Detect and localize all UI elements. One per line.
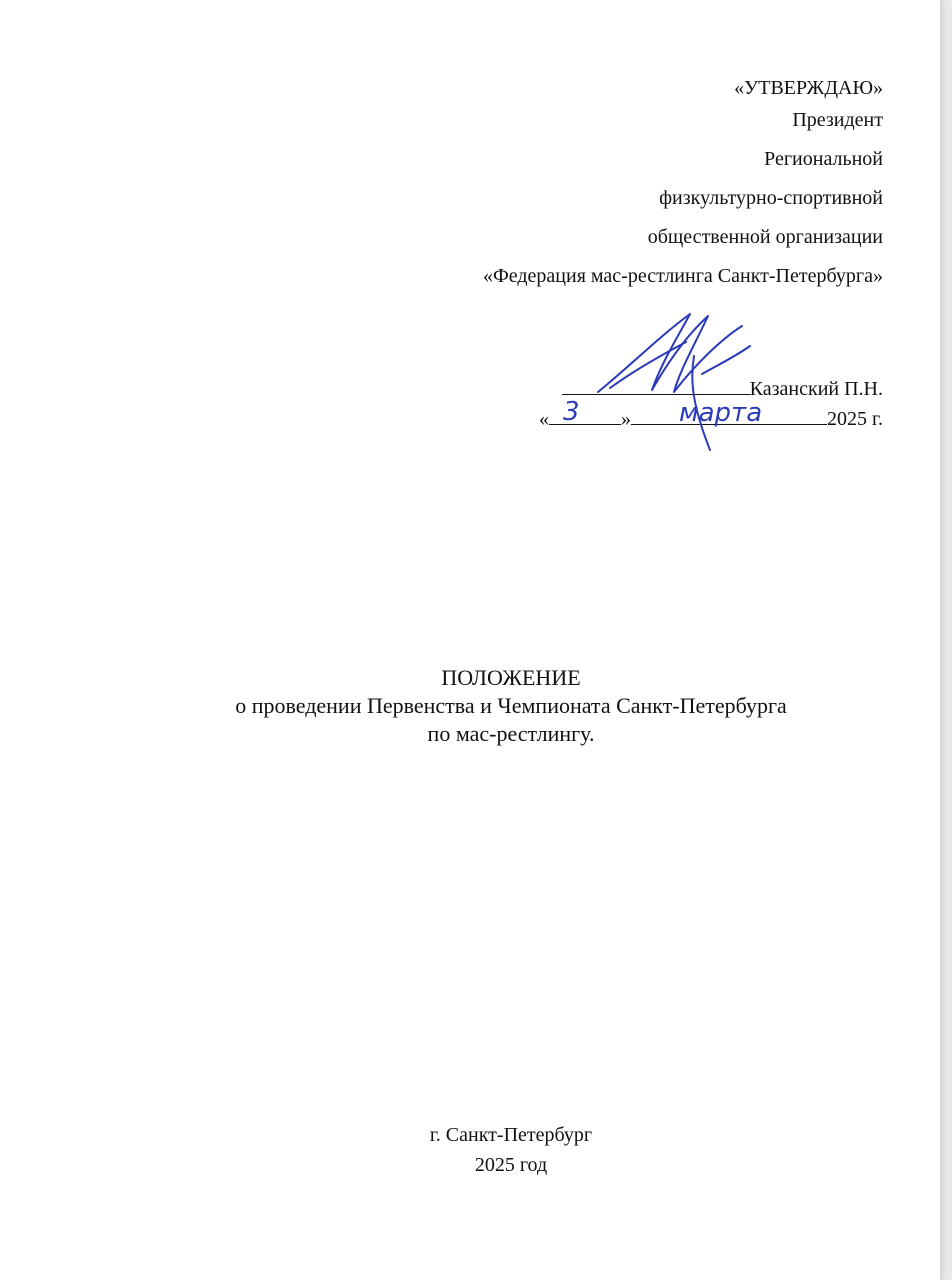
footer-year: 2025 год xyxy=(474,1154,548,1176)
document-title xyxy=(0,664,940,748)
title-heading: ПОЛОЖЕНИЕ xyxy=(441,665,581,690)
handwritten-day: 3 xyxy=(563,397,580,427)
handwritten-month: марта xyxy=(679,398,763,428)
approval-position: Президент xyxy=(792,109,883,131)
date-open-quote: « xyxy=(539,408,550,430)
footer-city: г. Санкт-Петербург xyxy=(429,1124,593,1146)
approval-org-line-3: общественной организации xyxy=(647,226,883,248)
approval-stamp-heading: «УТВЕРЖДАЮ» xyxy=(734,77,883,99)
approval-org-line-2: физкультурно-спортивной xyxy=(659,187,883,209)
document-footer xyxy=(0,1120,940,1180)
title-line-2: о проведении Первенства и Чемпионата Санкт-Петербурга xyxy=(235,693,787,718)
approval-org-line-1: Региональной xyxy=(764,148,883,170)
handwritten-signature xyxy=(590,300,763,460)
approval-block xyxy=(483,78,883,305)
date-close-quote: » xyxy=(621,408,632,430)
title-line-3: по мас-рестлингу. xyxy=(427,721,595,746)
date-year: 2025 г. xyxy=(827,408,883,430)
signatory-name: Казанский П.Н. xyxy=(749,378,883,400)
approval-org-name: «Федерация мас-рестлинга Санкт-Петербурга» xyxy=(482,265,883,287)
